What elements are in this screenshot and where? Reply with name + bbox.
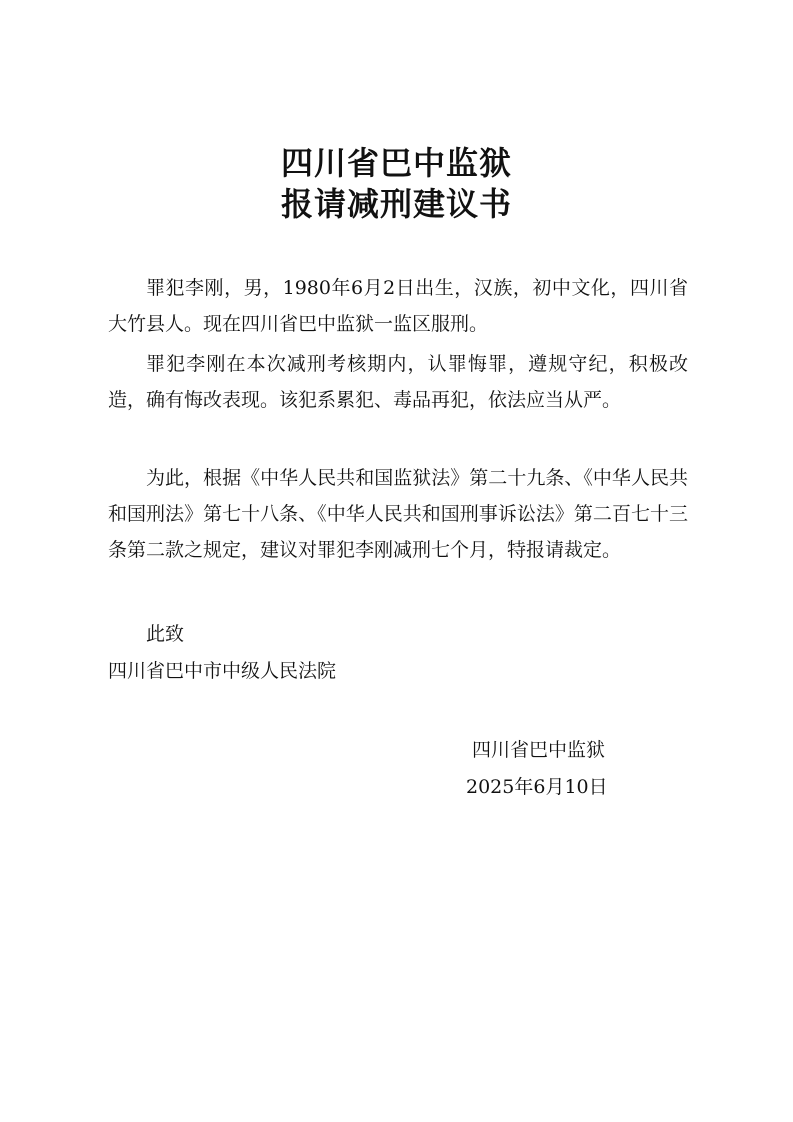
recipient-court: 四川省巴中市中级人民法院 (108, 660, 337, 682)
signature-organization: 四川省巴中监狱 (472, 739, 606, 761)
salutation: 此致 (146, 623, 185, 645)
paragraph-text: 罪犯李刚，男，1980年6月2日出生，汉族，初中文化，四川省大竹县人。现在四川省巴中监狱一监区服刑。 (108, 277, 688, 335)
paragraph-criminal-info (108, 270, 688, 342)
paragraph-legal-basis (108, 460, 688, 568)
paragraph-text: 为此，根据《中华人民共和国监狱法》第二十九条、《中华人民共和国刑法》第七十八条、《中华人民共和国刑事诉讼法》第二百七十三条第二款之规定，建议对罪犯李刚减刑七个月，特报请裁定。 (108, 467, 688, 561)
paragraph-text: 罪犯李刚在本次减刑考核期内，认罪悔罪，遵规守纪，积极改造，确有悔改表现。该犯系累犯、毒品再犯，依法应当从严。 (108, 353, 688, 411)
signature-date: 2025年6月10日 (466, 776, 608, 798)
paragraph-assessment (108, 346, 688, 418)
document-title-line-1: 四川省巴中监狱 (280, 144, 512, 182)
document-title-line-2: 报请减刑建议书 (280, 185, 512, 223)
